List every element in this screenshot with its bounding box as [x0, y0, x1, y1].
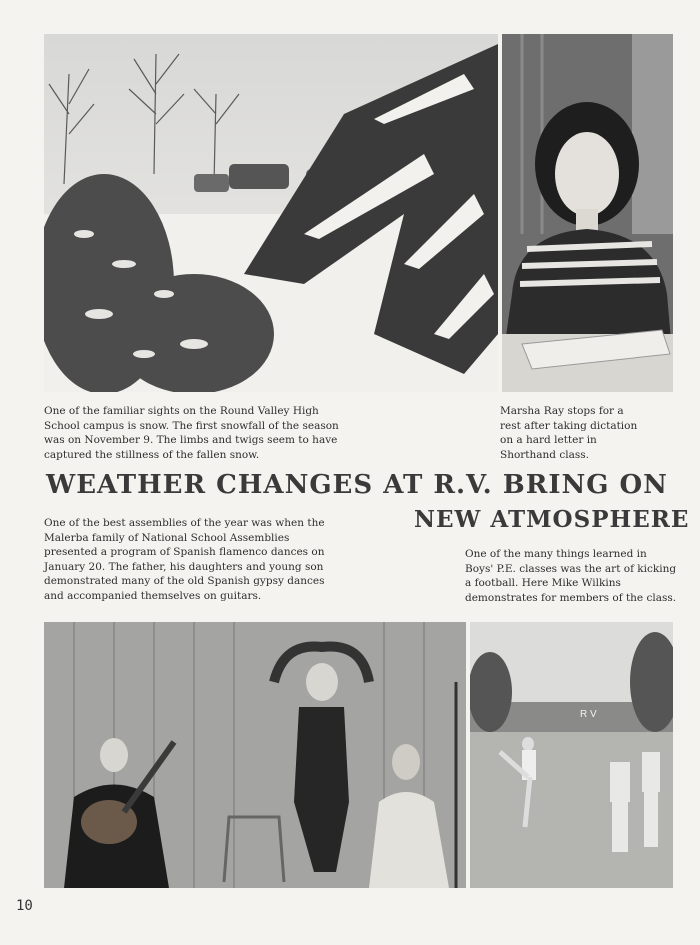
- snow-campus-photo: [44, 34, 498, 392]
- pe-caption: One of the many things learned in Boys' P.E. classes was the art of kicking a football. Here Mike Wilkins demonstrates for members of the class.: [465, 548, 677, 604]
- page-number: 10: [16, 898, 33, 914]
- field-sign-text: R V: [580, 709, 597, 720]
- headline-line-2: NEW ATMOSPHERE: [414, 506, 690, 533]
- marsha-ray-photo: [502, 34, 673, 392]
- flamenco-photo: [44, 622, 466, 888]
- pe-football-photo: [470, 622, 673, 888]
- assembly-caption: One of the best assemblies of the year was when the Malerba family of National School Assemblies presented a program of Spanish flamenco dances on January 20. The father, his daughters and young son demonstrated many of the old Spanish gypsy dances and accompanied themselves on guitars.: [44, 517, 325, 602]
- snow-caption: One of the familiar sights on the Round Valley High School campus is snow. The first snowfall of the season was on November 9. The limbs and twigs seem to have captured the stillness of the fallen snow.: [44, 405, 339, 461]
- headline-line-1: WEATHER CHANGES AT R.V. BRING ON: [46, 470, 668, 500]
- marsha-caption: Marsha Ray stops for a rest after taking dictation on a hard letter in Shorthand class.: [500, 405, 638, 461]
